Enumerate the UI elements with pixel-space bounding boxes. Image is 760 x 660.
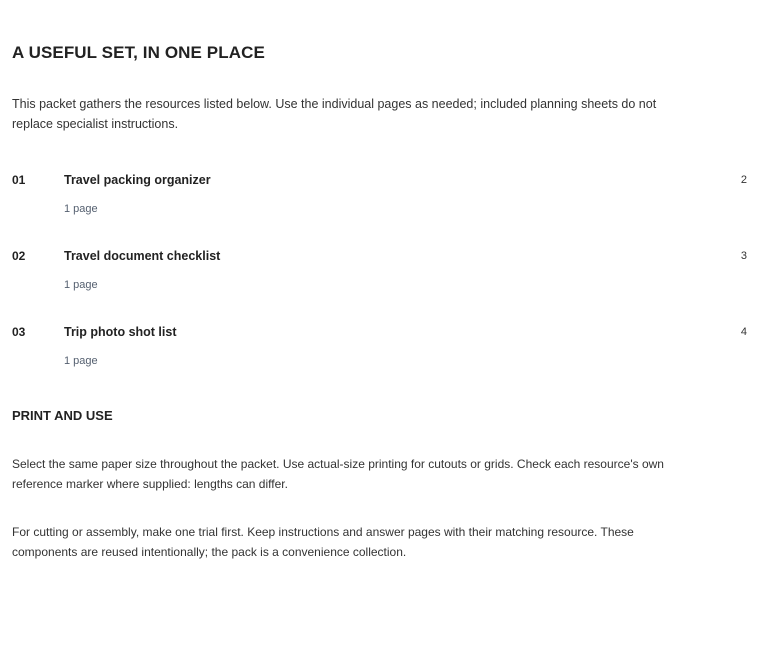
intro-paragraph: This packet gathers the resources listed below. Use the individual pages as needed; included planning sheets do not replace specialist instructions. (12, 97, 657, 131)
print-section-heading: PRINT AND USE (12, 408, 113, 423)
toc-item-page-count: 1 page (64, 279, 98, 291)
toc-item (12, 322, 748, 398)
print-paragraph: Select the same paper size throughout the packet. Use actual-size printing for cutouts or grids. Check each resource's own reference marker where supplied: lengths can differ. (12, 457, 664, 491)
toc-item (12, 170, 748, 246)
toc-item-number: 02 (12, 249, 26, 263)
table-of-contents (12, 170, 748, 398)
toc-item (12, 246, 748, 322)
toc-item-page-count: 1 page (64, 355, 98, 367)
toc-item-page-number: 3 (740, 250, 747, 262)
toc-item-page-number: 2 (740, 174, 747, 186)
print-paragraph: For cutting or assembly, make one trial first. Keep instructions and answer pages with their matching resource. These components are reused intentionally; the pack is a convenience collection. (12, 525, 634, 559)
page-title: A USEFUL SET, IN ONE PLACE (12, 43, 265, 62)
toc-item-number: 03 (12, 325, 26, 339)
toc-item-page-number: 4 (740, 326, 747, 338)
toc-item-page-count: 1 page (64, 203, 98, 215)
toc-item-title: Trip photo shot list (64, 325, 177, 339)
toc-item-number: 01 (12, 173, 26, 187)
toc-item-title: Travel document checklist (64, 249, 221, 263)
toc-item-title: Travel packing organizer (64, 173, 211, 187)
